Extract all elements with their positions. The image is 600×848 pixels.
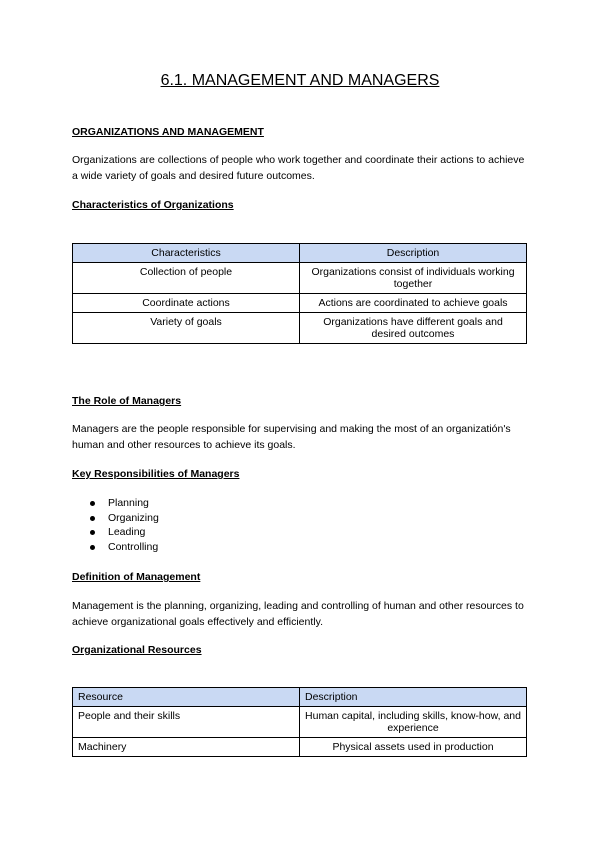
- column-header: Description: [300, 244, 527, 263]
- column-header: Resource: [73, 688, 300, 707]
- table-cell: Coordinate actions: [73, 294, 300, 313]
- table-row: [73, 313, 527, 344]
- table-cell: Variety of goals: [73, 313, 300, 344]
- column-header: Description: [300, 688, 527, 707]
- bullet-icon: [90, 516, 95, 521]
- table-cell: Machinery: [73, 738, 300, 757]
- table-cell: Collection of people: [73, 263, 300, 294]
- section-heading-role: The Role of Managers: [72, 395, 182, 407]
- section-heading-definition: Definition of Management: [72, 571, 201, 583]
- table-row: [73, 707, 527, 738]
- organizations-paragraph: Organizations are collections of people who work together and coordinate their actions to achieve a wide variety of goals and desired future outcomes.: [72, 154, 525, 182]
- table-cell: People and their skills: [73, 707, 300, 738]
- table-row: [73, 294, 527, 313]
- section-heading-organizations: ORGANIZATIONS AND MANAGEMENT: [72, 126, 264, 138]
- list-item: Leading: [72, 525, 159, 540]
- section-heading-responsibilities: Key Responsibilities of Managers: [72, 468, 240, 480]
- resources-table: [72, 687, 527, 757]
- bullet-icon: [90, 530, 95, 535]
- table-cell: Actions are coordinated to achieve goals: [300, 294, 527, 313]
- table-row: [73, 738, 527, 757]
- table-row: [73, 263, 527, 294]
- list-item: Controlling: [72, 540, 159, 555]
- bullet-icon: [90, 501, 95, 506]
- responsibilities-list: [72, 496, 159, 554]
- section-heading-characteristics: Characteristics of Organizations: [72, 199, 234, 211]
- table-cell: Organizations have different goals and desired outcomes: [300, 313, 527, 344]
- section-heading-resources: Organizational Resources: [72, 644, 202, 656]
- column-header: Characteristics: [73, 244, 300, 263]
- table-cell: Physical assets used in production: [300, 738, 527, 757]
- definition-paragraph: Management is the planning, organizing, leading and controlling of human and other resources to achieve organizational goals effectively and efficiently.: [72, 600, 524, 628]
- characteristics-table: [72, 243, 527, 344]
- page-title: 6.1. MANAGEMENT AND MANAGERS: [160, 72, 440, 89]
- list-item: Planning: [72, 496, 159, 511]
- role-paragraph: Managers are the people responsible for supervising and making the most of an organizatión's human and other resources to achieve its goals.: [72, 423, 511, 451]
- table-header-row: [73, 244, 527, 263]
- table-cell: Human capital, including skills, know-how, and experience: [300, 707, 527, 738]
- bullet-icon: [90, 545, 95, 550]
- table-header-row: [73, 688, 527, 707]
- list-item: Organizing: [72, 511, 159, 526]
- table-cell: Organizations consist of individuals working together: [300, 263, 527, 294]
